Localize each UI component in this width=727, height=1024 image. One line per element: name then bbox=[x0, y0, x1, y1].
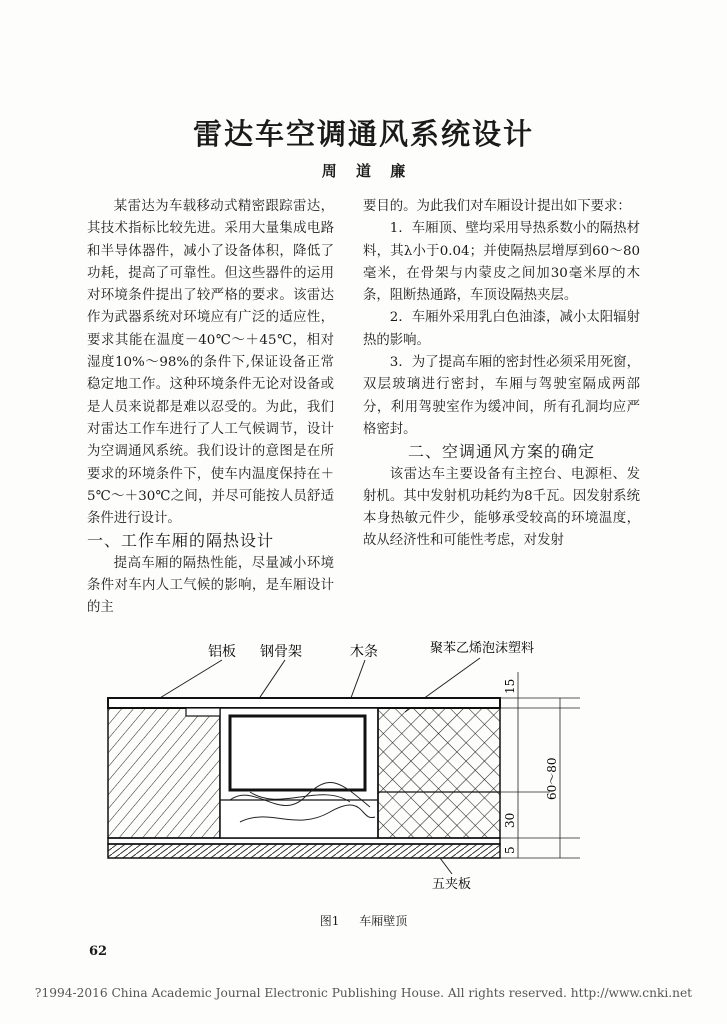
label-plywood: 五夹板 bbox=[432, 877, 472, 892]
section-heading-1: 一、工作车厢的隔热设计 bbox=[87, 531, 275, 551]
section-1-paragraph: 提高车厢的隔热性能，尽量减小环境条件对车内人工气候的影响，是车厢设计的主 bbox=[87, 555, 334, 616]
page-number: 62 bbox=[89, 944, 108, 959]
section-2-paragraph: 该雷达车主要设备有主控台、电源柜、发射机。其中发射机功耗约为8千瓦。因发射系统本身热敏元件少，能够承受较高的环境温度，故从经济性和可能性考虑，对发射 bbox=[363, 466, 640, 549]
label-aluminum: 铝板 bbox=[208, 644, 236, 660]
requirement-item-2: 2．车厢外采用乳白色油漆，减小太阳辐射热的影响。 bbox=[363, 310, 640, 348]
figure-number: 图1 bbox=[319, 914, 340, 928]
requirement-item-1: 1．车厢顶、壁均采用导热系数小的隔热材料，其λ小于0.04；并使隔热层增厚到60～80毫米，在骨架与内蒙皮之间加30毫米厚的木条，阻断热通路，车顶设隔热夹层。 bbox=[363, 221, 640, 304]
figure-title: 车厢壁顶 bbox=[359, 914, 408, 928]
dim-30: 30 bbox=[503, 812, 517, 828]
requirement-item-3: 3．为了提高车厢的密封性必须采用死窗，双层玻璃进行密封，车厢与驾驶室隔成两部分，利用驾驶室作为缓冲间，所有孔洞均应严格密封。 bbox=[363, 355, 640, 437]
article-title: 雷达车空调通风系统设计 bbox=[192, 117, 534, 151]
figure-caption bbox=[0, 912, 727, 929]
label-wood-strip: 木条 bbox=[350, 644, 378, 660]
label-foam: 聚苯乙烯泡沫塑料 bbox=[430, 641, 535, 656]
author-name: 周 道 廉 bbox=[321, 162, 406, 180]
section-heading-2: 二、空调通风方案的确定 bbox=[407, 442, 595, 462]
roof-section-diagram bbox=[80, 632, 670, 902]
left-column bbox=[87, 196, 334, 620]
dim-60-80: 60～80 bbox=[545, 757, 559, 800]
dim-5: 5 bbox=[503, 846, 517, 854]
label-steel-frame: 钢骨架 bbox=[260, 644, 302, 660]
copyright-footer: ?1994-2016 China Academic Journal Electronic Publishing House. All rights reserved. http://www.cnki.net bbox=[34, 986, 693, 1000]
right-column bbox=[363, 196, 640, 553]
continued-paragraph: 要目的。为此我们对车厢设计提出如下要求： bbox=[363, 199, 631, 214]
dim-15: 15 bbox=[503, 678, 517, 694]
intro-paragraph: 某雷达为车载移动式精密跟踪雷达，其技术指标比较先进。采用大量集成电路和半导体器件，减小了设备体积，降低了功耗，提高了可靠性。但这些器件的运用对环境条件提出了较严格的要求。该雷达作为武器系统对环境应有广泛的适应性，要求其能在温度－40℃～＋45℃，相对湿度10%～98%的条件下,保证设备正常稳定地工作。这种环境条件无论对设备或是人员来说都是难以忍受的。为此，我们对雷达工作车进行了人工气候调节，设计为空调通风系统。我们设计的意图是在所要求的环境条件下，使车内温度保持在＋5℃～＋30℃之间，并尽可能按人员舒适条件进行设计。 bbox=[87, 199, 334, 527]
